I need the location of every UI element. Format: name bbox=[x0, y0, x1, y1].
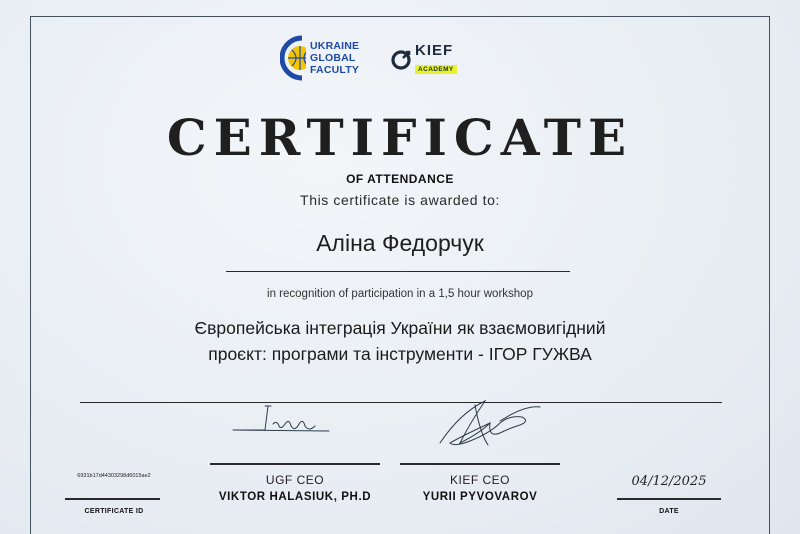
kief-ceo-signature bbox=[430, 393, 550, 458]
kief-emblem-icon bbox=[390, 49, 412, 71]
ugf-ceo-signature-line bbox=[210, 463, 380, 465]
certificate-id-line bbox=[65, 498, 160, 500]
logos-row bbox=[0, 34, 800, 84]
ugf-ceo-signature bbox=[225, 400, 335, 450]
kief-academy-tag: ACADEMY bbox=[415, 65, 457, 74]
workshop-title-line: проєкт: програми та інструменти - ІГОР ГУЖВА bbox=[208, 344, 592, 364]
section-divider bbox=[80, 402, 722, 403]
kief-wordmark: KIEF bbox=[415, 42, 454, 59]
ugf-wordmark bbox=[310, 40, 359, 76]
recognition-text: in recognition of participation in a 1,5 hour workshop bbox=[267, 288, 533, 300]
workshop-title bbox=[0, 315, 800, 367]
ugf-word: FACULTY bbox=[310, 64, 360, 76]
certificate-id-label: CERTIFICATE ID bbox=[84, 508, 144, 515]
date-value: 04/12/2025 bbox=[631, 474, 707, 489]
kief-ceo-name: YURII PYVOVAROV bbox=[422, 491, 538, 503]
certificate-id-value: 6931b17d44303298d6015ae2 bbox=[77, 473, 151, 479]
recipient-name: Аліна Федорчук bbox=[316, 230, 484, 256]
ugf-ceo-name: VIKTOR HALASIUK, PH.D bbox=[218, 491, 372, 503]
ugf-word: UKRAINE bbox=[310, 40, 360, 52]
ugf-ceo-role: UGF CEO bbox=[265, 473, 325, 487]
ugf-logo bbox=[280, 34, 359, 82]
certificate-title: CERTIFICATE bbox=[166, 108, 634, 167]
kief-ceo-role: KIEF CEO bbox=[449, 473, 510, 487]
kief-logo bbox=[390, 44, 457, 76]
date-label: DATE bbox=[659, 508, 679, 515]
workshop-title-line: Європейська інтеграція України як взаємовигідний bbox=[194, 318, 606, 338]
ugf-emblem-icon bbox=[280, 34, 306, 82]
certificate-border bbox=[30, 16, 770, 534]
date-line bbox=[617, 498, 721, 500]
certificate-subtitle: OF ATTENDANCE bbox=[346, 172, 454, 186]
recipient-underline bbox=[226, 271, 570, 272]
kief-ceo-signature-line bbox=[400, 463, 560, 465]
awarded-text: This certificate is awarded to: bbox=[300, 192, 500, 208]
ugf-word: GLOBAL bbox=[310, 52, 356, 64]
